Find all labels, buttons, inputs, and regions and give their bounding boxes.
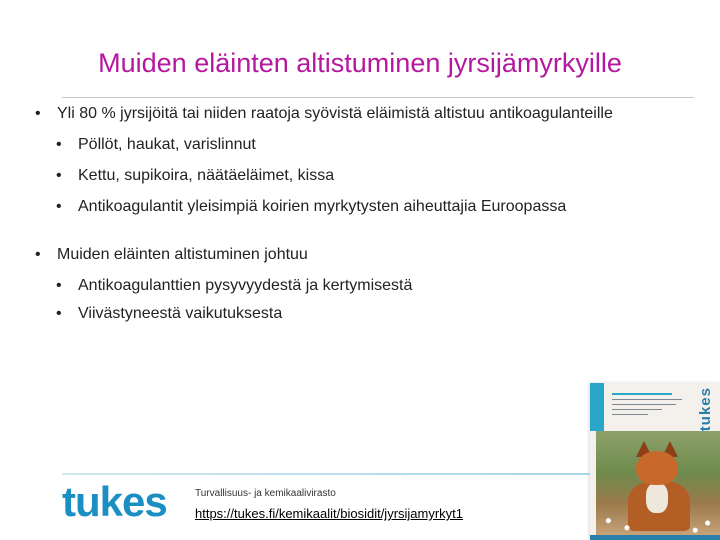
bullet-item (56, 166, 335, 186)
cover-title-line (612, 414, 648, 415)
bullet-marker: • (56, 305, 62, 322)
fox-photo (596, 431, 720, 535)
bullet-text: Muiden eläinten altistuminen johtuu (57, 246, 308, 263)
bullet-marker: • (56, 136, 62, 153)
bullet-item (56, 135, 256, 155)
fox-head (636, 451, 678, 485)
cover-title-line (612, 404, 676, 405)
bullet-marker: • (35, 246, 41, 263)
flowers (596, 511, 720, 535)
bullet-item (35, 245, 308, 265)
bullet-text: Kettu, supikoira, näätäeläimet, kissa (78, 167, 335, 184)
bullet-marker: • (56, 198, 62, 215)
bullet-item (35, 104, 613, 124)
bullet-item (56, 304, 283, 324)
fox-chest (646, 483, 668, 513)
bullet-text: Antikoagulantit yleisimpiä koirien myrkytysten aiheuttajia Euroopassa (78, 198, 567, 215)
bullet-text: Viivästyneestä vaikutuksesta (78, 305, 283, 322)
slide-title: Muiden eläinten altistuminen jyrsijämyrkyille (98, 48, 622, 78)
cover-spine (590, 383, 604, 431)
cover-title-line (612, 393, 672, 395)
cover-title-line (612, 399, 682, 400)
bullet-marker: • (56, 277, 62, 294)
bullet-item (56, 276, 413, 296)
cover-bottom-bar (590, 535, 720, 540)
bullet-marker: • (56, 167, 62, 184)
bullet-item (56, 197, 567, 217)
tukes-logo: tukes (62, 478, 167, 525)
report-cover-image (590, 383, 720, 540)
bullet-text: Antikoagulanttien pysyvyydestä ja kertymisestä (78, 277, 413, 294)
footer-divider (62, 473, 590, 475)
cover-brand-logo: tukes (697, 387, 714, 432)
bullet-text: Pöllöt, haukat, varislinnut (78, 136, 256, 153)
cover-title-line (612, 409, 662, 410)
bullet-text: Yli 80 % jyrsijöitä tai niiden raatoja syövistä eläimistä altistuu antikoagulanteille (57, 105, 613, 122)
agency-name: Turvallisuus- ja kemikaalivirasto (195, 488, 336, 499)
bullet-marker: • (35, 105, 41, 122)
reference-link[interactable]: https://tukes.fi/kemikaalit/biosidit/jyrsijamyrkyt1 (195, 506, 464, 521)
